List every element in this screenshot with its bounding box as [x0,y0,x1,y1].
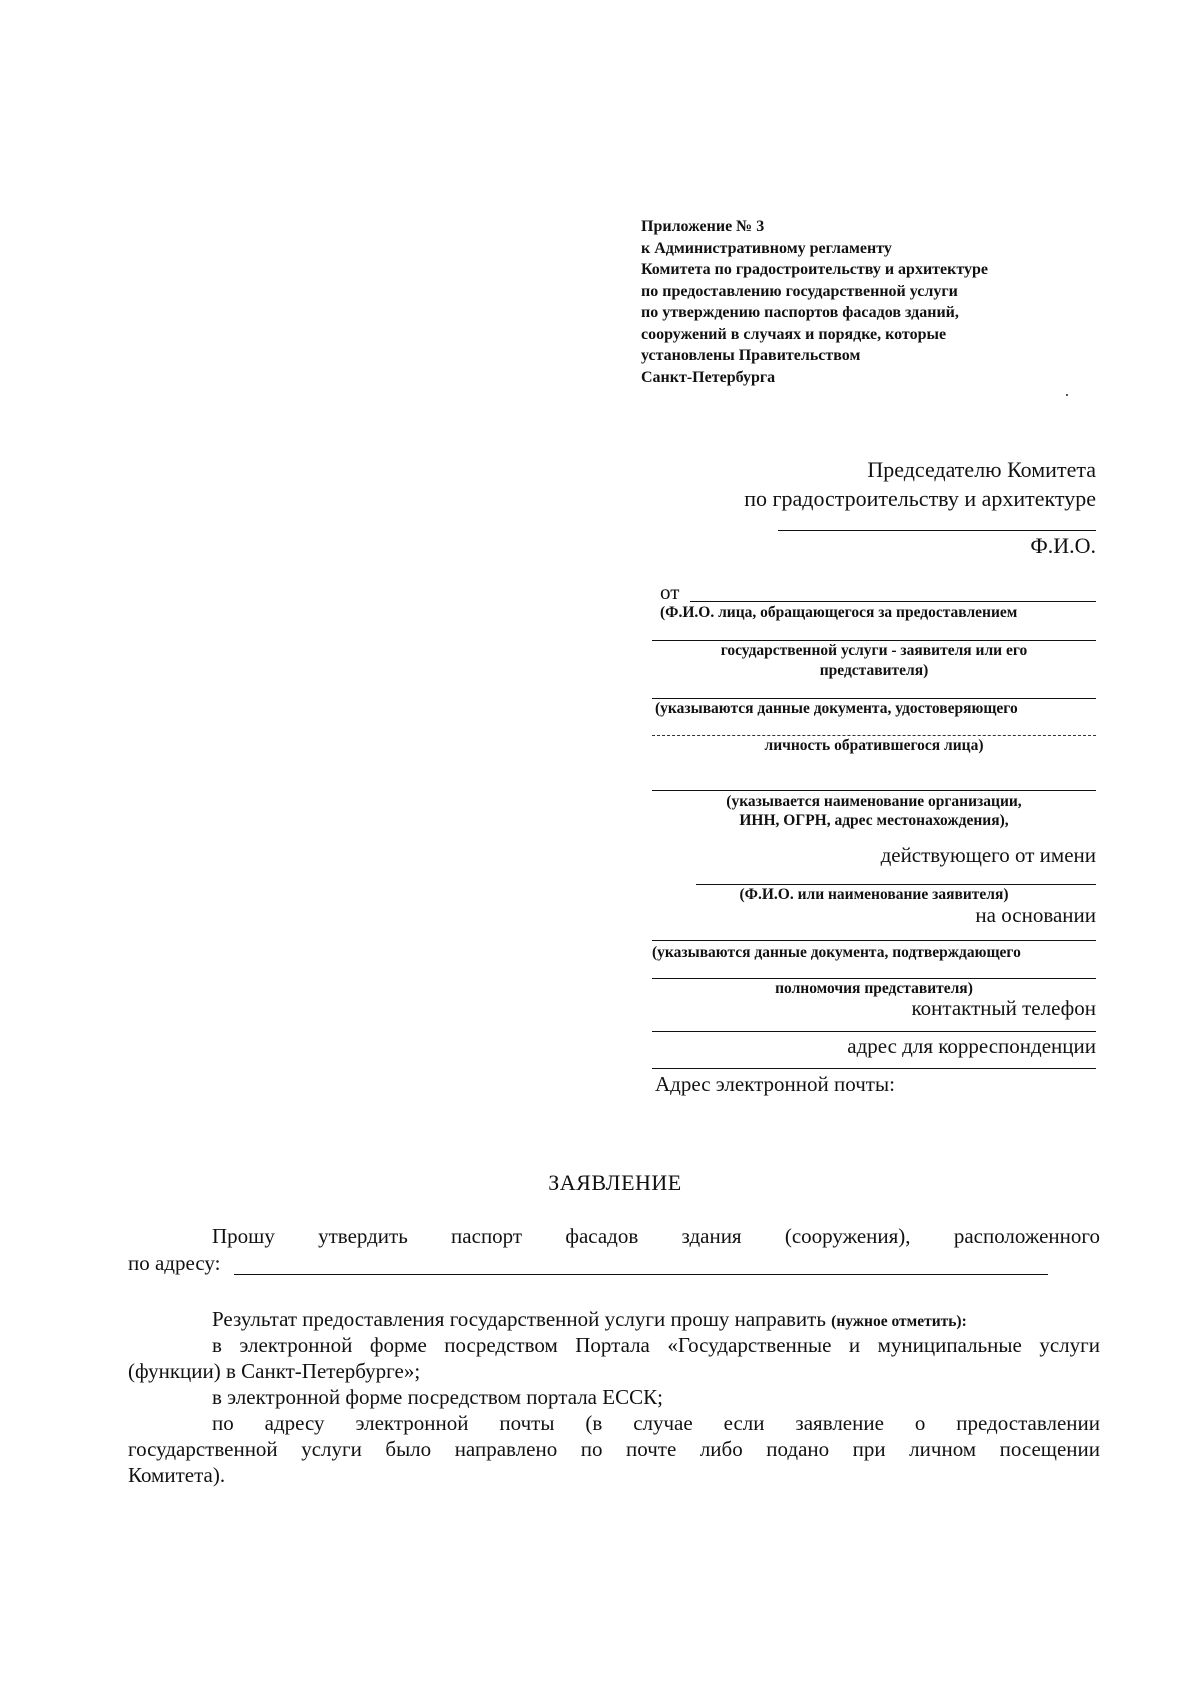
identity-doc-note-2: личность обратившегося лица) [764,737,984,754]
contact-phone-label: контактный телефон [911,996,1096,1020]
contact-phone-line[interactable] [652,1031,1096,1032]
from-label: от [660,580,680,604]
acting-on-behalf-label: действующего от имени [880,843,1096,867]
option-portal-line-2: (функции) в Санкт-Петербурге»; [128,1359,421,1383]
applicant-name-line[interactable] [690,601,1096,602]
appendix-line: Санкт-Петербурга [641,368,776,386]
authority-doc-line[interactable] [652,940,1096,941]
addressee-line-1: Председателю Комитета [867,457,1096,482]
appendix-line: к Административному регламенту [641,239,892,257]
option-portal-line-1: в электронной форме посредством Портала «Государственные и муниципальные услуги [212,1333,1100,1357]
correspondence-address-label: адрес для корреспонденции [847,1034,1096,1058]
chairman-fio-label: Ф.И.О. [1030,533,1096,558]
organization-note-1: (указывается наименование организации, [726,793,1022,810]
building-address-line[interactable] [234,1274,1048,1275]
addressee-line-2: по градостроительству и архитектуре [744,486,1096,511]
request-address-row [128,1250,1100,1276]
scan-speck [1066,394,1068,396]
appendix-line: Приложение № 3 [641,218,765,235]
identity-doc-line-2[interactable] [652,735,1096,736]
organization-line[interactable] [652,790,1096,791]
basis-label: на основании [975,903,1096,927]
request-line-1: Прошу утвердить паспорт фасадов здания (сооружения), расположенного [212,1224,1100,1248]
email-label: Адрес электронной почты: [655,1072,895,1096]
principal-name-note: (Ф.И.О. или наименование заявителя) [739,886,1009,903]
result-intro-row [128,1306,1100,1335]
option-email-line-1: по адресу электронной почты (в случае если заявление о предоставлении [212,1411,1100,1435]
correspondence-address-line[interactable] [652,1068,1096,1069]
identity-doc-note-1: (указываются данные документа, удостоверяющего [655,700,1018,717]
service-note-2: представителя) [819,662,929,679]
identity-doc-line[interactable] [652,698,1096,699]
authority-doc-line-2[interactable] [652,978,1096,979]
authority-doc-note-2: полномочия представителя) [775,980,973,997]
applicant-name-line-2[interactable] [652,640,1096,641]
appendix-line: Комитета по градостроительству и архитектуре [641,261,988,278]
authority-doc-note-1: (указываются данные документа, подтверждающего [652,944,1021,961]
appendix-line: сооружений в случаях и порядке, которые [641,325,947,343]
addressee-block [640,455,1096,513]
organization-note-2: ИНН, ОГРН, адрес местонахождения), [739,812,1009,829]
applicant-fio-note: (Ф.И.О. лица, обращающегося за предоставлением [660,604,1018,621]
option-email-line-3: Комитета). [128,1463,226,1487]
statement-title: ЗАЯВЛЕНИЕ [548,1170,682,1195]
appendix-header [641,216,1081,388]
request-address-label: по адресу: [128,1251,221,1275]
appendix-line: установлены Правительством [641,347,861,364]
option-email-line-2: государственной услуги было направлено по почте либо подано при личном посещении [128,1437,1100,1461]
chairman-name-line[interactable] [778,530,1096,531]
option-essk: в электронной форме посредством портала ЕССК; [212,1385,663,1409]
appendix-line: по предоставлению государственной услуги [641,282,958,300]
principal-name-line[interactable] [696,884,1096,885]
appendix-line: по утверждению паспортов фасадов зданий, [641,304,959,321]
service-note-1: государственной услуги - заявителя или его [720,642,1028,659]
result-intro: Результат предоставления государственной услуги прошу направить [212,1307,826,1331]
result-note: (нужное отметить): [831,1313,967,1330]
